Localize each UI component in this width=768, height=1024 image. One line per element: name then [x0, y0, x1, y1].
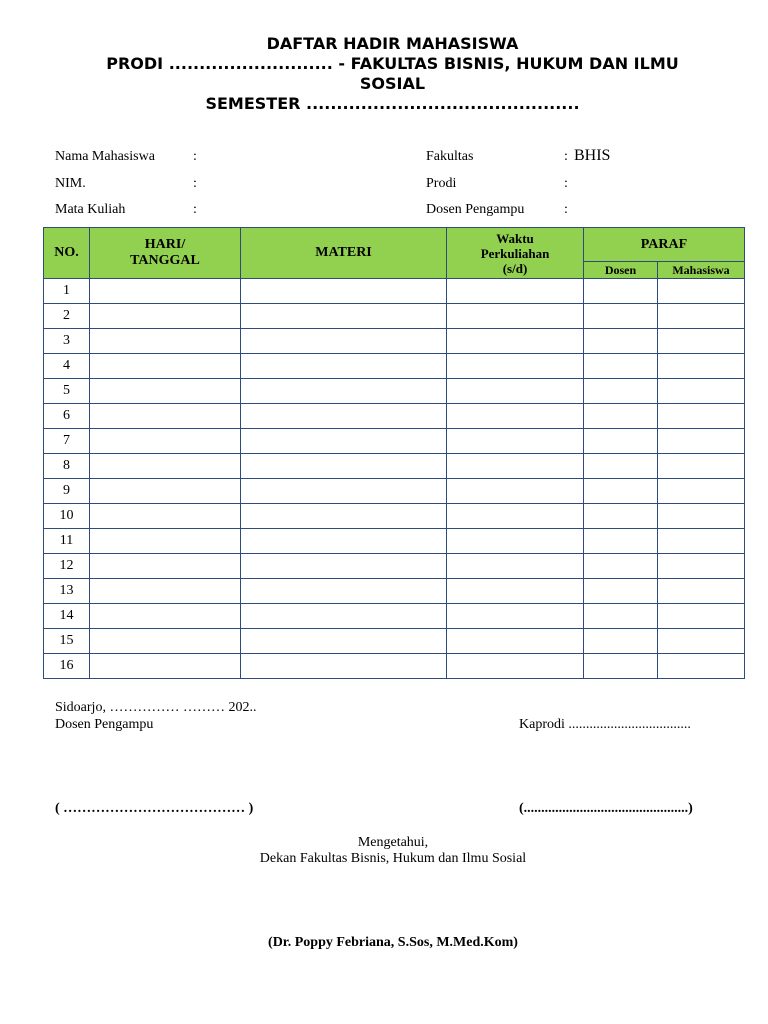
header-paraf: PARAF: [584, 228, 745, 262]
row-paraf-mahasiswa[interactable]: [658, 579, 745, 604]
row-waktu[interactable]: [447, 479, 584, 504]
row-materi[interactable]: [241, 454, 447, 479]
dekan-title: Dekan Fakultas Bisnis, Hukum dan Ilmu Sosial: [259, 851, 527, 866]
row-waktu[interactable]: [447, 354, 584, 379]
table-row: [44, 379, 745, 404]
faculty-line-continued: SOSIAL: [359, 74, 426, 93]
row-hari-tanggal[interactable]: [90, 554, 241, 579]
row-materi[interactable]: [241, 354, 447, 379]
row-number: 7: [44, 429, 90, 454]
row-materi[interactable]: [241, 554, 447, 579]
row-hari-tanggal[interactable]: [90, 654, 241, 679]
row-number: 15: [44, 629, 90, 654]
row-paraf-mahasiswa[interactable]: [658, 429, 745, 454]
attendance-table: [43, 227, 745, 679]
mata-kuliah-label: Mata Kuliah: [55, 202, 126, 217]
row-waktu[interactable]: [447, 629, 584, 654]
header-no: NO.: [44, 228, 90, 279]
row-paraf-dosen[interactable]: [584, 354, 658, 379]
row-number: 9: [44, 479, 90, 504]
header-tanggal-text: TANGGAL: [130, 253, 200, 268]
row-waktu[interactable]: [447, 579, 584, 604]
row-paraf-mahasiswa[interactable]: [658, 554, 745, 579]
row-materi[interactable]: [241, 479, 447, 504]
row-paraf-dosen[interactable]: [584, 604, 658, 629]
nim-label: NIM.: [55, 176, 86, 191]
row-paraf-dosen[interactable]: [584, 629, 658, 654]
row-paraf-mahasiswa[interactable]: [658, 279, 745, 304]
row-hari-tanggal[interactable]: [90, 304, 241, 329]
row-hari-tanggal[interactable]: [90, 279, 241, 304]
row-number: 11: [44, 529, 90, 554]
row-materi[interactable]: [241, 279, 447, 304]
row-waktu[interactable]: [447, 604, 584, 629]
row-number: 10: [44, 504, 90, 529]
table-row: [44, 404, 745, 429]
table-row: [44, 329, 745, 354]
dosen-signature-line: ( ………………………………… ): [55, 801, 254, 816]
row-hari-tanggal[interactable]: [90, 504, 241, 529]
row-paraf-dosen[interactable]: [584, 304, 658, 329]
dekan-name: (Dr. Poppy Febriana, S.Sos, M.Med.Kom): [268, 935, 518, 950]
row-hari-tanggal[interactable]: [90, 629, 241, 654]
header-waktu-perkuliahan: [447, 228, 584, 279]
row-waktu[interactable]: [447, 404, 584, 429]
document-title: DAFTAR HADIR MAHASISWA: [266, 34, 519, 53]
row-number: 13: [44, 579, 90, 604]
row-paraf-dosen[interactable]: [584, 479, 658, 504]
row-paraf-mahasiswa[interactable]: [658, 354, 745, 379]
row-materi[interactable]: [241, 404, 447, 429]
row-paraf-mahasiswa[interactable]: [658, 479, 745, 504]
row-paraf-dosen[interactable]: [584, 579, 658, 604]
row-number: 2: [44, 304, 90, 329]
header-perkuliahan-text: Perkuliahan: [480, 245, 550, 261]
prodi-label: Prodi: [426, 176, 457, 191]
row-materi[interactable]: [241, 604, 447, 629]
row-number: 6: [44, 404, 90, 429]
row-waktu[interactable]: [447, 429, 584, 454]
semester-line: SEMESTER .............................................: [205, 94, 580, 113]
row-materi[interactable]: [241, 329, 447, 354]
row-number: 8: [44, 454, 90, 479]
row-paraf-dosen[interactable]: [584, 554, 658, 579]
table-row: [44, 579, 745, 604]
row-paraf-mahasiswa[interactable]: [658, 629, 745, 654]
header-hari-text: HARI/: [144, 237, 186, 252]
row-paraf-mahasiswa[interactable]: [658, 654, 745, 679]
table-row: [44, 554, 745, 579]
fakultas-value: BHIS: [574, 147, 611, 164]
row-paraf-dosen[interactable]: [584, 529, 658, 554]
row-paraf-dosen[interactable]: [584, 329, 658, 354]
header-waktu-text: Waktu: [496, 230, 534, 246]
row-paraf-mahasiswa[interactable]: [658, 529, 745, 554]
table-row: [44, 279, 745, 304]
row-paraf-dosen[interactable]: [584, 279, 658, 304]
fakultas-label: Fakultas: [426, 149, 474, 164]
table-row: [44, 604, 745, 629]
row-hari-tanggal[interactable]: [90, 354, 241, 379]
table-row: [44, 354, 745, 379]
kaprodi-signature-line: (...............................................): [519, 801, 693, 816]
row-hari-tanggal[interactable]: [90, 579, 241, 604]
mengetahui-label: Mengetahui,: [357, 835, 429, 850]
row-paraf-dosen[interactable]: [584, 454, 658, 479]
table-row: [44, 529, 745, 554]
row-paraf-mahasiswa[interactable]: [658, 404, 745, 429]
row-materi[interactable]: [241, 579, 447, 604]
row-paraf-mahasiswa[interactable]: [658, 604, 745, 629]
row-number: 12: [44, 554, 90, 579]
row-waktu[interactable]: [447, 279, 584, 304]
row-paraf-mahasiswa[interactable]: [658, 504, 745, 529]
prodi-colon: :: [564, 176, 568, 191]
place-date: Sidoarjo, …………… ……… 202..: [55, 700, 257, 715]
row-waktu[interactable]: [447, 504, 584, 529]
table-row: [44, 654, 745, 679]
table-row: [44, 429, 745, 454]
row-hari-tanggal[interactable]: [90, 454, 241, 479]
row-number: 14: [44, 604, 90, 629]
row-paraf-dosen[interactable]: [584, 404, 658, 429]
row-waktu[interactable]: [447, 329, 584, 354]
row-hari-tanggal[interactable]: [90, 329, 241, 354]
table-row: [44, 629, 745, 654]
header-paraf-dosen: Dosen: [584, 262, 658, 279]
row-materi[interactable]: [241, 654, 447, 679]
row-paraf-mahasiswa[interactable]: [658, 304, 745, 329]
row-waktu[interactable]: [447, 454, 584, 479]
row-hari-tanggal[interactable]: [90, 479, 241, 504]
header-sd-text: (s/d): [502, 260, 528, 276]
row-hari-tanggal[interactable]: [90, 604, 241, 629]
row-hari-tanggal[interactable]: [90, 379, 241, 404]
table-row: [44, 304, 745, 329]
nama-mahasiswa-colon: :: [193, 149, 197, 164]
row-hari-tanggal[interactable]: [90, 529, 241, 554]
row-number: 5: [44, 379, 90, 404]
row-paraf-dosen[interactable]: [584, 654, 658, 679]
row-waktu[interactable]: [447, 654, 584, 679]
row-paraf-mahasiswa[interactable]: [658, 454, 745, 479]
header-hari-tanggal: [90, 228, 241, 279]
row-materi[interactable]: [241, 504, 447, 529]
nama-mahasiswa-label: Nama Mahasiswa: [55, 149, 155, 164]
table-row: [44, 504, 745, 529]
row-materi[interactable]: [241, 429, 447, 454]
row-number: 4: [44, 354, 90, 379]
table-row: [44, 479, 745, 504]
mata-kuliah-colon: :: [193, 202, 197, 217]
fakultas-colon: :: [564, 149, 568, 164]
dosen-pengampu-label: Dosen Pengampu: [426, 202, 525, 217]
nim-colon: :: [193, 176, 197, 191]
row-hari-tanggal[interactable]: [90, 429, 241, 454]
row-number: 16: [44, 654, 90, 679]
row-waktu[interactable]: [447, 304, 584, 329]
row-materi[interactable]: [241, 629, 447, 654]
row-number: 1: [44, 279, 90, 304]
row-number: 3: [44, 329, 90, 354]
row-paraf-mahasiswa[interactable]: [658, 379, 745, 404]
table-row: [44, 454, 745, 479]
row-paraf-dosen[interactable]: [584, 504, 658, 529]
row-hari-tanggal[interactable]: [90, 404, 241, 429]
kaprodi-signature-label: Kaprodi ...................................: [519, 717, 691, 732]
row-paraf-dosen[interactable]: [584, 429, 658, 454]
row-materi[interactable]: [241, 529, 447, 554]
dosen-pengampu-colon: :: [564, 202, 568, 217]
dosen-pengampu-signature-label: Dosen Pengampu: [55, 717, 154, 732]
header-paraf-mahasiswa: Mahasiswa: [658, 262, 745, 279]
row-materi[interactable]: [241, 379, 447, 404]
row-materi[interactable]: [241, 304, 447, 329]
row-waktu[interactable]: [447, 379, 584, 404]
row-waktu[interactable]: [447, 529, 584, 554]
row-waktu[interactable]: [447, 554, 584, 579]
prodi-faculty-line: PRODI ........................... - FAKULTAS BISNIS, HUKUM DAN ILMU: [106, 54, 679, 73]
header-materi: MATERI: [241, 228, 447, 279]
row-paraf-dosen[interactable]: [584, 379, 658, 404]
row-paraf-mahasiswa[interactable]: [658, 329, 745, 354]
